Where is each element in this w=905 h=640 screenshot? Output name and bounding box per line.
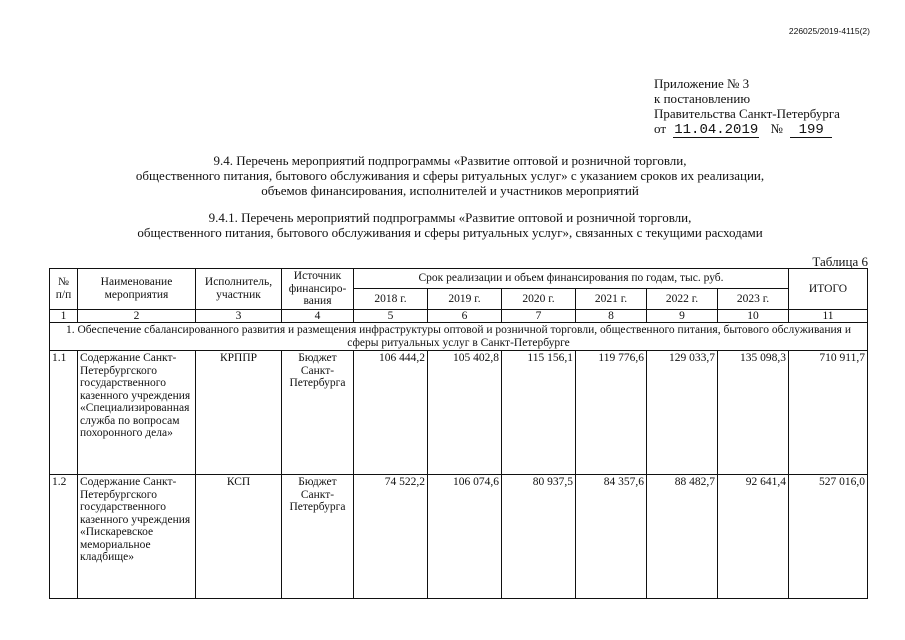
header-year: 2019 г.	[428, 289, 502, 309]
row-name: Содержание Санкт-Петербургского государственного казенного учреждения «Пискаревское мемориальное кладбище»	[78, 475, 196, 599]
heading-9-4-1-line-1: 9.4.1. Перечень мероприятий подпрограммы «Развитие оптовой и розничной торговли,	[208, 210, 692, 225]
heading-9-4-line-1: 9.4. Перечень мероприятий подпрограммы «Развитие оптовой и розничной торговли,	[213, 153, 687, 168]
number-value: 199	[790, 124, 832, 138]
column-number: 6	[428, 309, 502, 323]
row-name: Содержание Санкт-Петербургского государственного казенного учреждения «Специализированная служба по вопросам похоронного дела»	[78, 351, 196, 475]
header-year: 2021 г.	[576, 289, 647, 309]
measures-table	[49, 268, 868, 599]
heading-9-4-line-3: объемов финансирования, исполнителей и участников мероприятий	[261, 183, 639, 198]
header-num: № п/п	[50, 269, 78, 310]
heading-9-4-1-line-2: общественного питания, бытового обслуживания и сферы ритуальных услуг», связанных с текущими расходами	[137, 225, 763, 240]
section-title: 1. Обеспечение сбалансированного развития и размещения инфраструктуры оптовой и розничной торговли, общественного питания, бытового обслуживания и сферы ритуальных услуг в Санкт-Петербурге	[50, 323, 868, 351]
header-year: 2018 г.	[354, 289, 428, 309]
table-label: Таблица 6	[812, 254, 868, 269]
appendix-line-1: Приложение № 3	[654, 76, 750, 91]
header-year: 2020 г.	[502, 289, 576, 309]
number-prefix: №	[770, 121, 783, 136]
header-executor: Исполнитель, участник	[196, 269, 282, 310]
row-total: 710 911,7	[789, 351, 868, 475]
section-row	[50, 323, 868, 351]
row-source: Бюджет Санкт-Петербурга	[282, 475, 354, 599]
row-executor: КСП	[196, 475, 282, 599]
row-value: 129 033,7	[647, 351, 718, 475]
table-row	[50, 475, 868, 599]
column-number: 9	[647, 309, 718, 323]
column-number: 4	[282, 309, 354, 323]
column-number: 11	[789, 309, 868, 323]
date-prefix: от	[654, 121, 667, 136]
heading-9-4-line-2: общественного питания, бытового обслуживания и сферы ритуальных услуг» с указанием сроков их реализации,	[135, 168, 765, 183]
appendix-block	[654, 76, 884, 138]
appendix-line-3: Правительства Санкт-Петербурга	[654, 106, 840, 121]
row-value: 84 357,6	[576, 475, 647, 599]
row-value: 88 482,7	[647, 475, 718, 599]
row-value: 105 402,8	[428, 351, 502, 475]
column-number: 10	[718, 309, 789, 323]
row-value: 119 776,6	[576, 351, 647, 475]
document-id: 226025/2019-4115(2)	[788, 26, 870, 36]
column-numbers-row	[50, 309, 868, 323]
column-number: 7	[502, 309, 576, 323]
row-executor: КРППР	[196, 351, 282, 475]
row-value: 106 444,2	[354, 351, 428, 475]
column-number: 3	[196, 309, 282, 323]
row-value: 106 074,6	[428, 475, 502, 599]
header-year: 2022 г.	[647, 289, 718, 309]
header-source: Источник финансиро-вания	[282, 269, 354, 310]
row-value: 115 156,1	[502, 351, 576, 475]
appendix-line-2: к постановлению	[654, 91, 751, 106]
column-number: 1	[50, 309, 78, 323]
header-period: Срок реализации и объем финансирования по годам, тыс. руб.	[354, 269, 789, 289]
column-number: 2	[78, 309, 196, 323]
header-name: Наименование мероприятия	[78, 269, 196, 310]
row-total: 527 016,0	[789, 475, 868, 599]
row-value: 74 522,2	[354, 475, 428, 599]
date-value: 11.04.2019	[674, 122, 759, 138]
row-value: 80 937,5	[502, 475, 576, 599]
column-number: 5	[354, 309, 428, 323]
header-total: ИТОГО	[789, 269, 868, 310]
heading-9-4-1	[60, 210, 840, 240]
row-value: 92 641,4	[718, 475, 789, 599]
appendix-date-line	[654, 121, 884, 138]
row-value: 135 098,3	[718, 351, 789, 475]
column-number: 8	[576, 309, 647, 323]
row-source: Бюджет Санкт-Петербурга	[282, 351, 354, 475]
row-num: 1.2	[50, 475, 78, 599]
table-row	[50, 351, 868, 475]
row-num: 1.1	[50, 351, 78, 475]
header-year: 2023 г.	[718, 289, 789, 309]
heading-9-4	[60, 153, 840, 198]
